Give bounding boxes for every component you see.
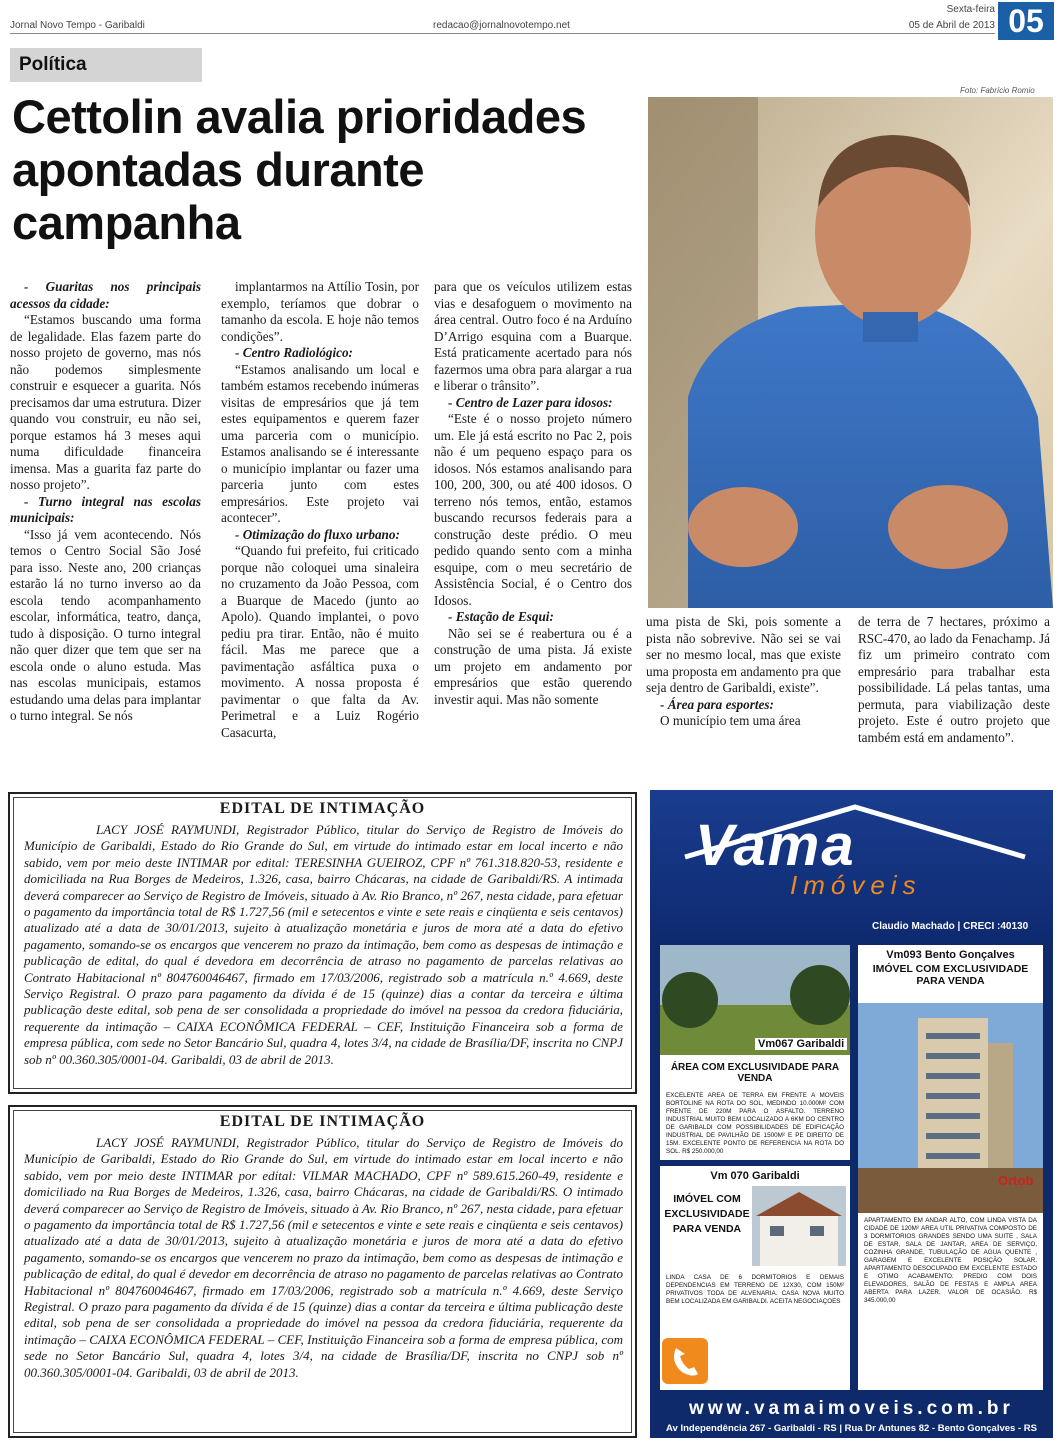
paragraph: de terra de 7 hectares, próximo a RSC-470, ao lado da Fenachamp. Já fiz um primeiro contrato com empresário para trabalhar esta possibilidade. Lá pelas tantas, uma permuta, para viabilização deste projeto. Este é outro projeto que também está em andamento”. bbox=[858, 614, 1050, 745]
section-label bbox=[10, 48, 202, 82]
edital-text bbox=[24, 1135, 623, 1381]
building-sign: Ortob bbox=[998, 1173, 1034, 1188]
subheading: - Centro de Lazer para idosos: bbox=[448, 394, 613, 410]
weekday: Sexta-feira bbox=[946, 4, 995, 15]
phone-2[interactable]: (54) 3055.4596 bbox=[716, 1361, 825, 1378]
subheading: - Otimização do fluxo urbano: bbox=[235, 526, 400, 542]
listing-description: LINDA CASA DE 6 DORMITORIOS E DEMAIS DEPENDENCIAS EM TERRENO DE 12X30, COM 150M² PRIVATIVOS TODA DE ALVENARIA. CASA NOVA MUITO BEM LOCALIZADA EM GARIBALDI. ACEITA NEGOCIAÇOES bbox=[666, 1274, 844, 1305]
issue-date: 05 de Abril de 2013 bbox=[908, 20, 995, 31]
edital-title: EDITAL DE INTIMAÇÃO bbox=[219, 800, 426, 817]
portrait-illustration bbox=[648, 97, 1053, 608]
listing-description: APARTAMENTO EM ANDAR ALTO, COM LINDA VISTA DA CIDADE DE 120M² AREA UTIL PRIVATIVA COMPOSTO DE 3 DORMITORIOS GRANDES SENDO UMA SUITE , SALA DE ESTAR, SALA DE JANTAR, AREA DE SERVIÇO, COZINHA GRANDE, TUBULAÇÃO DE AGUA QUENTE , GARAGEM E EXCELENTE POSIÇÃO SOLAR. APARTAMENTO DESOCUPADO EM EXCELENTE ESTADO E OTIMO ACABAMENTO. PREDIO COM DOIS ELEVADORES, SALÃO DE FESTAS E AMPLA AREA ABERTA PARA LAZER. VALOR DE OCASIÃO. R$ 345.000,00 bbox=[864, 1217, 1037, 1304]
header-rule bbox=[10, 33, 995, 34]
edital-paragraph: LACY JOSÉ RAYMUNDI, Registrador Público, titular do Serviço de Registro de Imóveis do Município de Garibaldi, Estado do Rio Grande do Sul, em virtude do intimado estar em local incerto e não sabido, vem por meio deste INTIMAR por edital: VILMAR MACHADO, CPF nº 589.615.260-49, residente e domiciliado na Rua Borges de Medeiros, 1.326, casa, bairro Chácaras, na cidade de Garibaldi/RS. O intimado deverá comparecer ao Serviço de Registro de Imóveis, situado à Av. Rio Branco, nº 267, nesta cidade, para efetuar o pagamento da importância total de R$ 1.727,56 (mil e setecentos e vinte e sete reais e cinqüenta e seis centavos) atualizado até a data de 30/01/2013, sujeito à atualização monetária e juros de mora até a data do efetivo pagamento, somando-se os encargos que vencerem no prazo da intimação, bem como as despesas de intimação e publicação de edital, do qual é devedor em decorrência de atraso no pagamento de parcelas relativas ao Contrato Habitacional nº 804760046467, firmado em 17/03/2006, registrado sob a matrícula n.º 4.669, deste Serviço Registral. O prazo para pagamento da dívida é de 15 (quinze) dias a contar da terceira e última publicação deste edital, sob pena de ser consolidada a propriedade do imóvel na pessoa da credora fiduciária, requerente da intimação – CAIXA ECONÔMICA FEDERAL – CEF, Instituição Financeira sob a forma de empresa pública, com sede no Setor Bancário Sul, quadra 4, lotes 3/4, na cidade de Brasília/DF, inscrita no CNPJ sob nº 00.360.305/0001-04. Garibaldi, 03 de abril de 2013. bbox=[24, 1135, 623, 1380]
paragraph: O município tem uma área bbox=[660, 713, 801, 728]
agent-creci: Claudio Machado | CRECI :40130 bbox=[872, 921, 1029, 932]
phone-1[interactable]: (54) 3462.3490 bbox=[716, 1340, 825, 1357]
subheading: - Turno integral nas escolas municipais: bbox=[10, 493, 201, 525]
subheading: - Centro Radiológico: bbox=[235, 345, 353, 360]
listing-title: IMÓVEL COM EXCLUSIVIDADE PARA VENDA bbox=[664, 1193, 750, 1235]
phone-handset-icon bbox=[662, 1338, 708, 1384]
page-number: 05 bbox=[998, 2, 1054, 40]
headline: Cettolin avalia prioridades apontadas durante campanha bbox=[12, 90, 587, 249]
paper-name: Jornal Novo Tempo - Garibaldi bbox=[10, 20, 145, 31]
paragraph: Não sei se é reabertura ou é a construção de uma pista. Já existe um projeto em andamento por empresários que estão querendo investir aqui. Mas não somente bbox=[434, 625, 632, 707]
real-estate-ad[interactable] bbox=[650, 790, 1053, 1438]
website-link[interactable]: www.vamaimoveis.com.br bbox=[689, 1398, 1014, 1419]
listing-code: Vm 070 Garibaldi bbox=[710, 1170, 800, 1182]
brand-subtitle: Imóveis bbox=[790, 870, 922, 900]
subheading: - Estação de Esqui: bbox=[448, 609, 554, 624]
article-column-5 bbox=[858, 614, 1050, 746]
subheading: - Guaritas nos principais acessos da cidade: bbox=[10, 279, 201, 311]
photo-credit: Foto: Fabrício Romio bbox=[960, 86, 1035, 95]
edital-box-2 bbox=[8, 1105, 637, 1438]
contact-email[interactable]: redacao@jornalnovotempo.net bbox=[433, 20, 570, 31]
or-label: ou bbox=[860, 1361, 878, 1377]
paragraph: “Estamos analisando um local e também estamos recebendo inúmeras visitas de empresários que já tem estes equipamentos e querem fazer uma parceria com o município. Estamos analisando se é interessante o município implantar ou fazer uma parceria junto com estes empresários. Este projeto vai acontecer”. bbox=[221, 361, 419, 525]
paragraph: “Quando fui prefeito, fui criticado porque não coloquei uma sinaleira no cruzamento da João Pessoa, com a Buarque de Macedo (junto ao Apolo). Quando implantei, o povo pediu pra tirar. Então, não é muito fácil. Mas me parece que a pavimentação asfáltica puxa o movimento. A nossa proposta é pavimentar o que falta da Av. Perimetral e a Luiz Rogério Casacurta, bbox=[221, 543, 419, 740]
house-photo bbox=[752, 1186, 846, 1266]
listing-title: ÁREA COM EXCLUSIVIDADE PARA VENDA bbox=[670, 1062, 840, 1084]
listing-title: IMÓVEL COM EXCLUSIVIDADE PARA VENDA bbox=[872, 963, 1029, 987]
article-column-1 bbox=[10, 279, 201, 725]
ad-address: Av Independência 267 - Garibaldi - RS | Rua Dr Antunes 82 - Bento Gonçalves - RS bbox=[666, 1423, 1037, 1434]
ad-banner bbox=[650, 790, 1053, 940]
article-photo bbox=[648, 97, 1053, 608]
subheading: - Área para esportes: bbox=[660, 696, 774, 712]
phone-4[interactable]: (54) 8115.0155 bbox=[900, 1361, 1008, 1378]
article-column-2 bbox=[221, 279, 419, 741]
listing-description: EXCELENTE AREA DE TERRA EM FRENTE A MOVEIS BORTOLINE NA ROTA DO SOL, MEDINDO 10.000M² COM FRENTE DE 220M PARA O ASFALTO. TERRENO INDUSTRIAL MUITO BEM LOCALIZADO A 6KM DO CENTRO DE GARIBALDI COM POSSIBILIDADES DE EDIFICAÇÃO INDUSTRIAL DE PAVILHÃO DE 1500M² E PE DIREITO DE 15M. EXCELENTE PONTO DE REFERENCIA NA ROTA DO SOL. R$ 250.000,00 bbox=[666, 1092, 844, 1155]
edital-paragraph: LACY JOSÉ RAYMUNDI, Registrador Público, titular do Serviço de Registro de Imóveis do Município de Garibaldi, Estado do Rio Grande do Sul, em virtude do intimado estar em local incerto e não sabido, vem por meio deste INTIMAR por edital: TERESINHA GUEIROZ, CPF nº 761.318.820-53, residente e domiciliada na Rua Borges de Medeiros, 1.326, casa, bairro Chácaras, na cidade de Garibaldi/RS. A intimada deverá comparecer ao Serviço de Registro de Imóveis, situado à Av. Rio Branco, nº 267, nesta cidade, para efetuar o pagamento da importância total de R$ 1.727,56 (mil e setecentos e vinte e sete reais e cinqüenta e seis centavos) atualizado até a data de 30/01/2013, sujeito à atualização monetária e juros de mora até a data do efetivo pagamento, somando-se os encargos que vencerem no prazo da intimação, bem como as despesas de intimação e publicação de edital, do qual é devedora em decorrência de atraso no pagamento de parcelas relativas ao Contrato Habitacional nº 804760046467, firmado em 17/03/2006, registrado sob a matrícula n.º 4.669, deste Serviço Registral. O prazo para pagamento da dívida é de 15 (quinze) dias a contar da terceira e última publicação deste edital, sob pena de ser consolidada a propriedade do imóvel na pessoa da credora fiduciária, requerente da intimação – CAIXA ECONÔMICA FEDERAL – CEF, Instituição Financeira sob a forma de empresa pública, com sede no Setor Bancário Sul, quadra 4, lotes 3/4, na cidade de Brasília/DF, inscrita no CNPJ sob nº 00.360.305/0001-04. Garibaldi, 03 de abril de 2013. bbox=[24, 822, 623, 1067]
edital-title: EDITAL DE INTIMAÇÃO bbox=[219, 1113, 426, 1130]
listing-card-1[interactable] bbox=[660, 945, 850, 1160]
phone-icon bbox=[662, 1338, 708, 1384]
paragraph: uma pista de Ski, pois somente a pista não sobrevive. Não sei se vai ser no mesmo local, mas que existe uma proposta em andamento pra que seja dentro de Garibaldi, existe”. bbox=[646, 614, 841, 695]
article-column-4 bbox=[646, 614, 841, 730]
section-text: Política bbox=[19, 54, 87, 75]
listing-code: Vm067 Garibaldi bbox=[755, 1038, 847, 1050]
edital-text bbox=[24, 822, 623, 1068]
paragraph: “Este é o nosso projeto número um. Ele já está escrito no Pac 2, pois não é um pequeno espaço para os idosos. Nós estamos analisando para 100, 200, 300, ou até 400 idosos. O terreno nós temos, então, estamos buscando recursos federais para a construção deste prédio. O meu pedido quando sento com a minha esquipe, com o meu secretário de Assistência Social, é o Centro dos Idosos. bbox=[434, 411, 632, 608]
paragraph: implantarmos na Attílio Tosin, por exemplo, teríamos que dobrar o tamanho da escola. E hoje não temos condições”. bbox=[221, 279, 419, 344]
paragraph: “Isso já vem acontecendo. Nós temos o Centro Social São José para isso. Neste ano, 200 crianças estarão lá no turno inverso ao da escola tendo acompanhamento escolar, informática, teatro, dança, tudo à disposição. O turno integral não quer dizer que tem que ser na escola onde o aluno estuda. Mas nas escolas municipais, estamos estudando uma delas para implantar o turno integral. Se nós bbox=[10, 526, 201, 723]
or-label: ou bbox=[860, 1340, 878, 1356]
edital-box-1 bbox=[8, 792, 637, 1094]
brand-logo: Vama bbox=[695, 813, 856, 878]
article-column-3 bbox=[434, 279, 632, 708]
paragraph: para que os veículos utilizem estas vias e desafoguem o movimento na área central. Outro foco é na Arduíno D’Arrigo esquina com a Buarque. Está praticamente acertado para nós fazermos uma obra para alargar a rua e liberar o trânsito”. bbox=[434, 279, 632, 393]
listing-code: Vm093 Bento Gonçalves bbox=[886, 949, 1015, 961]
phone-3[interactable]: (54) 9945.1042 bbox=[900, 1340, 1009, 1357]
paragraph: “Estamos buscando uma forma de legalidade. Elas fazem parte do nosso projeto de governo, mas nós não podemos simplesmente construir e esquecer a guarita. Nós precisamos dar uma estrutura. Dizer quando vou construir, eu não sei, porque estamos há 3 meses aqui numa dificuldade financeira imensa. Mas a guarita faz parte do nosso projeto”. bbox=[10, 312, 201, 492]
listing-card-2[interactable] bbox=[858, 945, 1043, 1390]
